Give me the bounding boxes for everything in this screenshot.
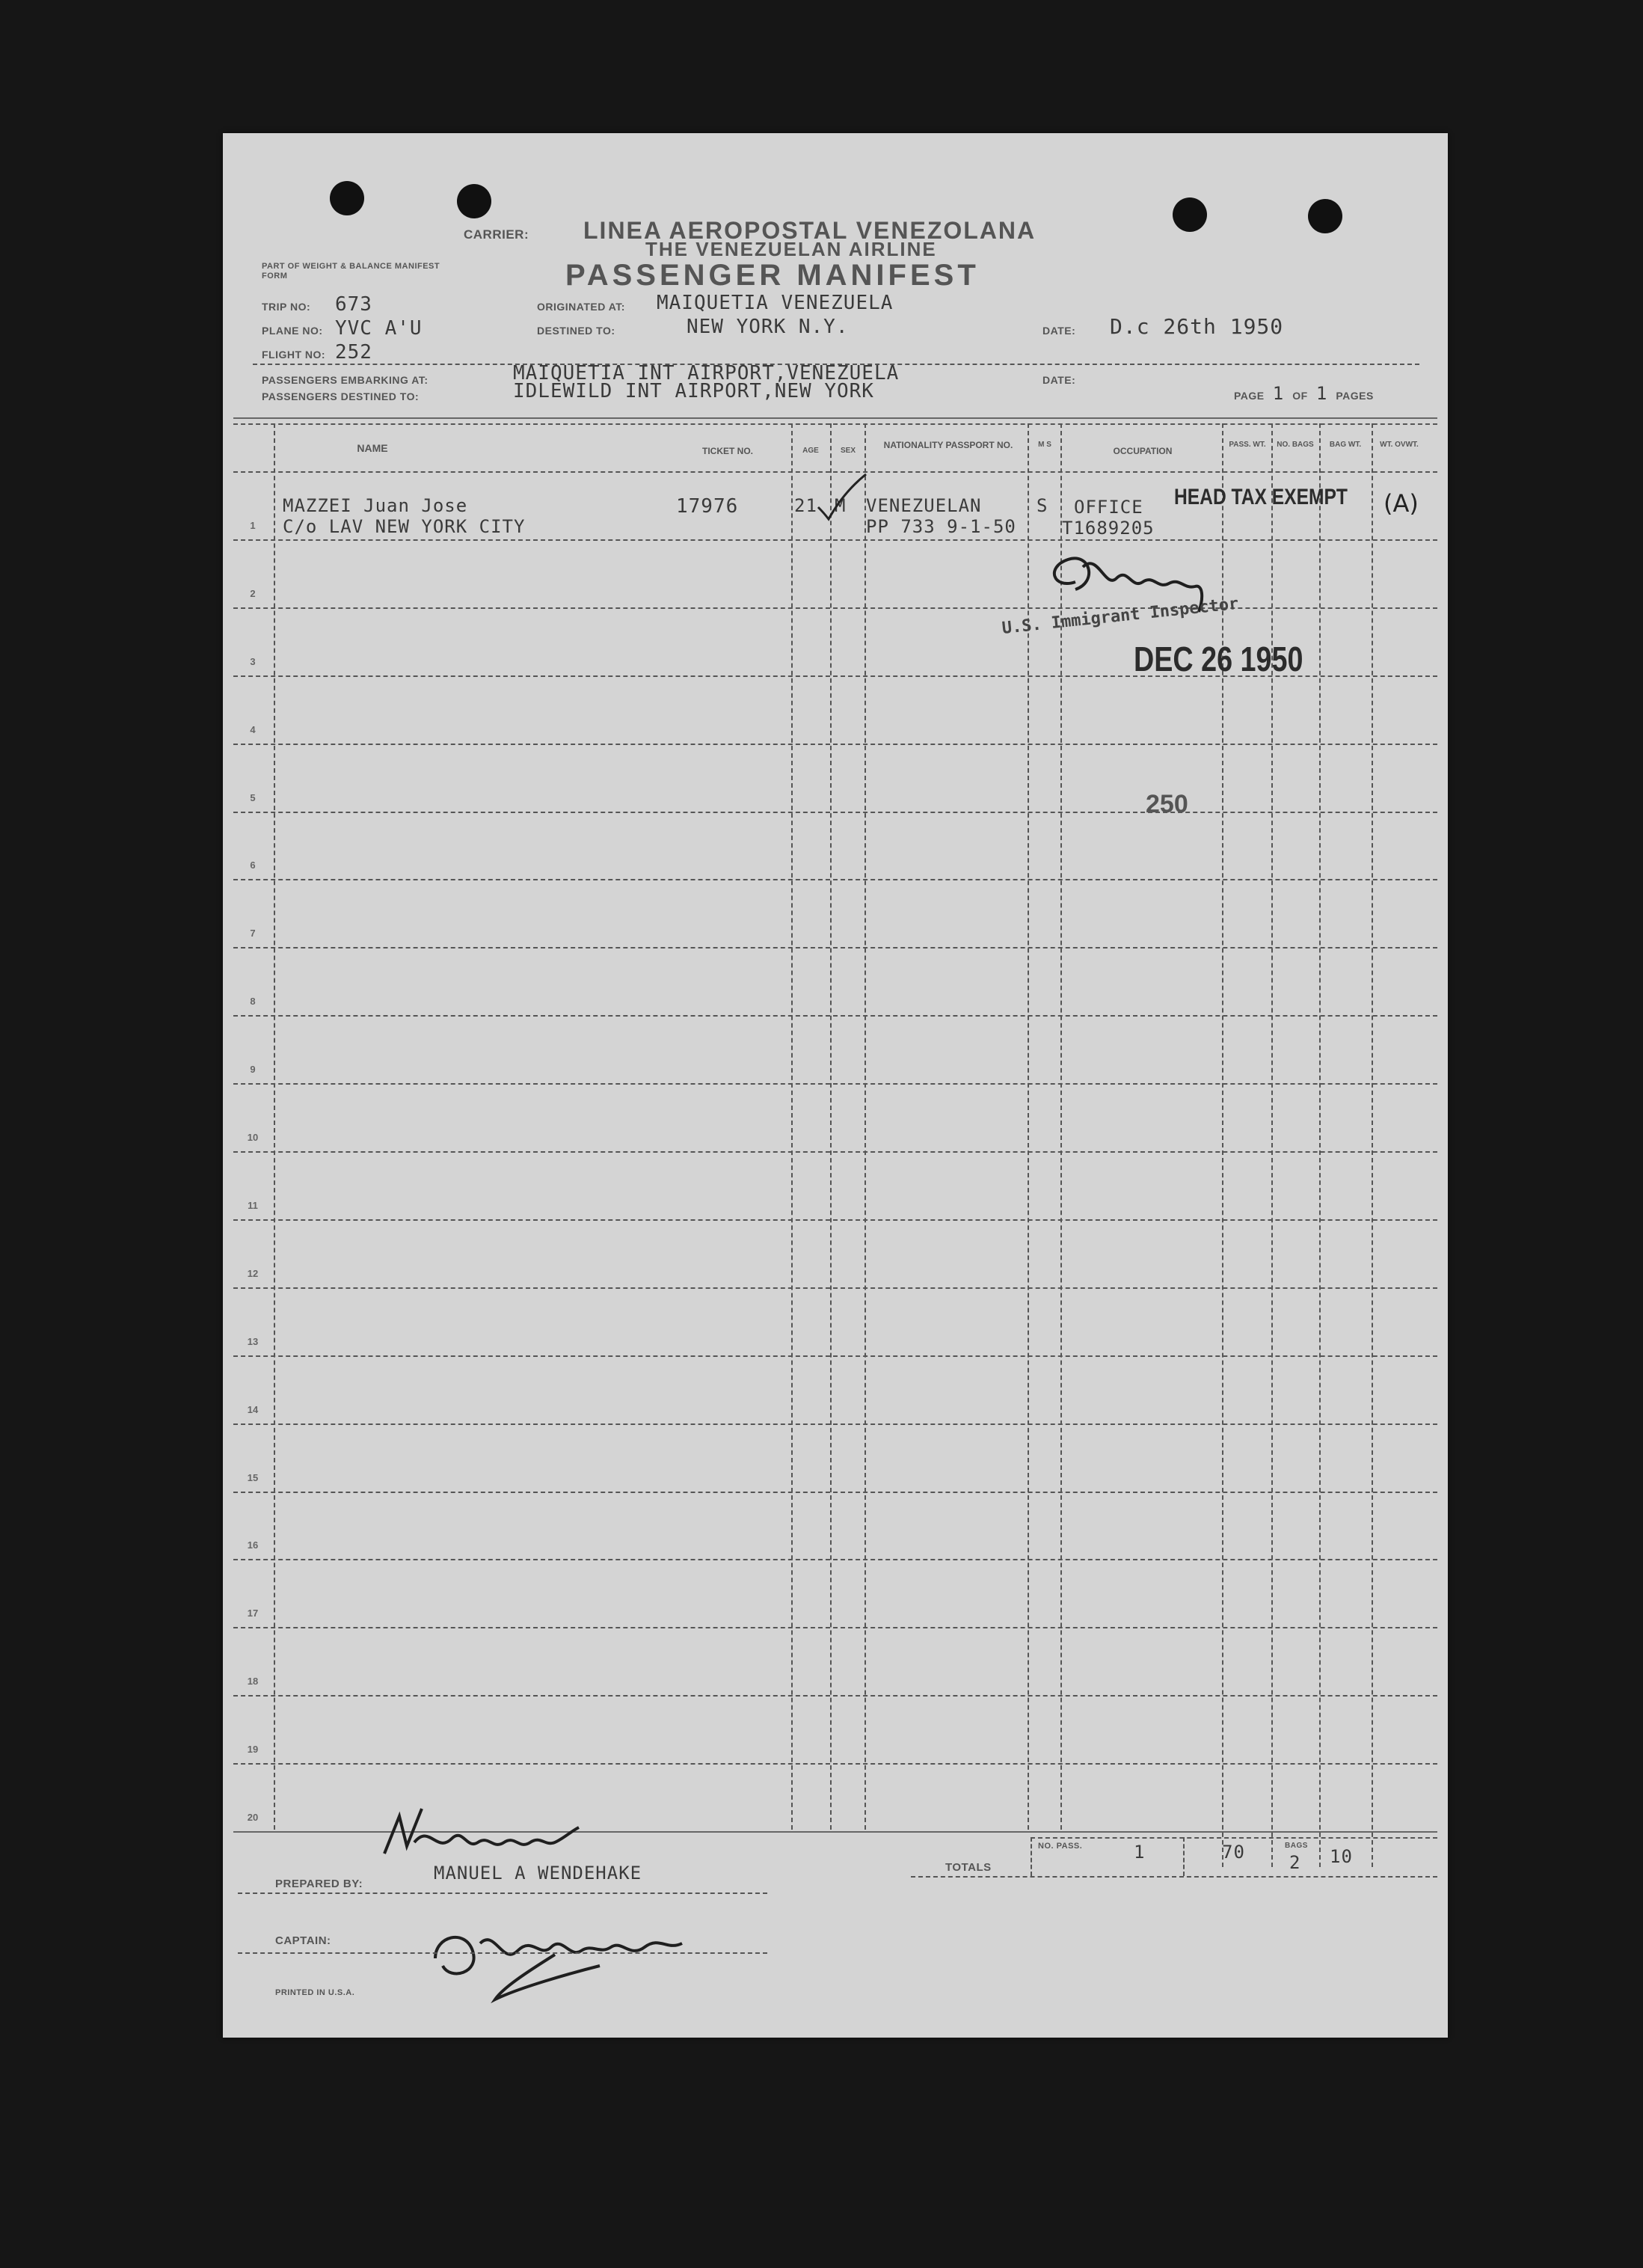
totals-col — [1183, 1837, 1185, 1876]
col-header-name: NAME — [357, 442, 388, 454]
totals-no-pass-label: NO. PASS. — [1038, 1842, 1083, 1851]
col-header-ms: M S — [1038, 441, 1051, 449]
pages-value: 1 — [1315, 383, 1328, 404]
embarking-label: PASSENGERS EMBARKING AT: — [262, 374, 429, 386]
carrier-name: LINEA AEROPOSTAL VENEZOLANA — [583, 217, 1037, 244]
row-number: 8 — [250, 996, 256, 1008]
row-line — [233, 947, 1437, 948]
row-number: 16 — [247, 1539, 259, 1551]
prepared-line — [238, 1892, 767, 1894]
page-value: 1 — [1272, 383, 1285, 404]
totals-bags-label: BAGS — [1285, 1842, 1308, 1850]
passenger-age: 21 — [794, 495, 817, 516]
row-line — [233, 539, 1437, 541]
row-number: 20 — [247, 1812, 259, 1823]
table-top — [233, 417, 1437, 419]
totals-bag-wt-value: 10 — [1330, 1846, 1353, 1867]
totals-bottom — [911, 1876, 1437, 1878]
carrier-subtitle: THE VENEZUELAN AIRLINE — [645, 238, 937, 260]
row-number: 7 — [250, 928, 256, 940]
totals-weight-value: 70 — [1222, 1842, 1245, 1863]
page-counter — [1234, 383, 1374, 404]
flight-label: FLIGHT NO: — [262, 349, 326, 361]
trip-label: TRIP NO: — [262, 301, 311, 313]
row-line — [233, 1423, 1437, 1425]
destined-pass-label: PASSENGERS DESTINED TO: — [262, 390, 420, 402]
plane-value: YVC A'U — [335, 317, 423, 340]
row-line — [233, 1763, 1437, 1765]
preparer-signature — [369, 1801, 594, 1869]
carrier-label: CARRIER: — [464, 227, 529, 242]
row-number: 15 — [247, 1471, 259, 1483]
punch-hole — [330, 181, 364, 215]
row-number: 18 — [247, 1676, 259, 1688]
row-number: 19 — [247, 1744, 259, 1756]
inspection-date-stamp: DEC 26 1950 — [1134, 640, 1303, 678]
col-line — [865, 423, 866, 1830]
col-header-age: AGE — [802, 447, 819, 455]
passenger-name: MAZZEI Juan Jose — [283, 495, 468, 516]
row-number: 4 — [250, 723, 256, 735]
row-line — [233, 1559, 1437, 1560]
pages-label: PAGES — [1336, 390, 1374, 402]
punch-hole — [457, 184, 491, 218]
col-header-ticket: TICKET NO. — [702, 446, 753, 456]
captain-line — [238, 1952, 767, 1954]
captain-label: CAPTAIN: — [275, 1934, 331, 1947]
passenger-ticket: 17976 — [676, 495, 739, 518]
originated-label: ORIGINATED AT: — [537, 301, 625, 313]
trip-value: 673 — [335, 293, 372, 316]
totals-bags-value: 2 — [1289, 1852, 1301, 1873]
row-number: 12 — [247, 1267, 259, 1279]
punch-hole — [1308, 199, 1342, 233]
row-line — [233, 1287, 1437, 1289]
row-line — [233, 879, 1437, 880]
destined-label: DESTINED TO: — [537, 325, 615, 337]
passenger-occupation: OFFICE — [1074, 497, 1143, 518]
totals-label: TOTALS — [945, 1861, 992, 1874]
row-number: 3 — [250, 655, 256, 667]
row-line — [233, 812, 1437, 813]
captain-signature — [420, 1913, 704, 2003]
inspector-stamp: U.S. Immigrant Inspector — [1001, 594, 1240, 638]
row-line — [233, 1627, 1437, 1628]
originated-value: MAIQUETIA VENEZUELA — [657, 292, 894, 314]
col-header-sex: SEX — [840, 447, 856, 455]
printed-note: PRINTED IN U.S.A. — [275, 1988, 355, 1997]
totals-top — [1031, 1837, 1437, 1839]
col-header-occupation: OCCUPATION — [1113, 446, 1173, 456]
manifest-sheet — [223, 133, 1448, 2038]
passenger-passport: PP 733 9-1-50 — [866, 516, 1016, 537]
col-line — [1372, 423, 1373, 1867]
row-line — [233, 607, 1437, 609]
row-number: 1 — [250, 519, 256, 531]
row-line — [233, 1355, 1437, 1357]
number-stamp: 250 — [1146, 790, 1188, 818]
row-line — [233, 1015, 1437, 1017]
row-number: 17 — [247, 1607, 259, 1619]
destined-pass-value: IDLEWILD INT AIRPORT,NEW YORK — [513, 380, 874, 402]
col-header-no-bags: NO. BAGS — [1277, 441, 1314, 449]
row-line — [233, 1219, 1437, 1221]
class-mark: (A) — [1384, 489, 1419, 518]
date-value: D.c 26th 1950 — [1110, 314, 1284, 339]
date2-label: DATE: — [1042, 374, 1076, 386]
row-number: 9 — [250, 1064, 256, 1076]
check-mark — [814, 470, 873, 530]
row-number: 13 — [247, 1335, 259, 1347]
col-header-bag-wt: BAG WT. — [1329, 441, 1362, 449]
col-header-wt-ovwt: WT. OVWT. — [1380, 441, 1419, 449]
col-line — [791, 423, 793, 1830]
row-number: 6 — [250, 859, 256, 871]
row-number: 5 — [250, 791, 256, 803]
row-number: 10 — [247, 1132, 259, 1143]
row-line — [233, 744, 1437, 745]
row-number: 11 — [248, 1199, 258, 1211]
prepared-by-label: PREPARED BY: — [275, 1878, 363, 1890]
col-line — [274, 423, 275, 1830]
row-line — [233, 1695, 1437, 1697]
row-number: 14 — [247, 1403, 259, 1415]
totals-col — [1031, 1837, 1032, 1876]
col-header-nationality: NATIONALITY PASSPORT NO. — [883, 440, 1013, 450]
totals-no-pass-value: 1 — [1134, 1842, 1146, 1863]
head-tax-stamp: HEAD TAX EXEMPT — [1174, 485, 1348, 509]
of-label: OF — [1292, 390, 1308, 402]
col-header-pass-wt: PASS. WT. — [1229, 441, 1266, 449]
col-line — [830, 423, 832, 1830]
page-label: PAGE — [1234, 390, 1265, 402]
row-number: 2 — [250, 587, 256, 599]
plane-label: PLANE NO: — [262, 325, 323, 337]
row-line — [233, 1151, 1437, 1153]
col-line — [1060, 423, 1062, 1830]
side-note: PART OF WEIGHT & BALANCE MANIFEST FORM — [262, 262, 440, 281]
destined-value: NEW YORK N.Y. — [687, 316, 849, 338]
passenger-address: C/o LAV NEW YORK CITY — [283, 516, 526, 537]
row-line — [233, 1492, 1437, 1493]
flight-value: 252 — [335, 341, 372, 364]
table-top-dash — [233, 423, 1437, 425]
row-line — [233, 1083, 1437, 1085]
page-title: PASSENGER MANIFEST — [565, 259, 980, 292]
punch-hole — [1173, 197, 1207, 232]
passenger-visa: T1689205 — [1062, 518, 1155, 539]
prepared-by-value: MANUEL A WENDEHAKE — [434, 1863, 642, 1884]
col-line — [1319, 423, 1321, 1867]
embarking-value: MAIQUETIA INT AIRPORT,VENEZUELA — [513, 362, 900, 384]
date-label: DATE: — [1042, 325, 1076, 337]
passenger-marital: S — [1037, 495, 1048, 516]
passenger-nationality: VENEZUELAN — [866, 495, 982, 516]
passenger-sex: M — [835, 495, 847, 516]
